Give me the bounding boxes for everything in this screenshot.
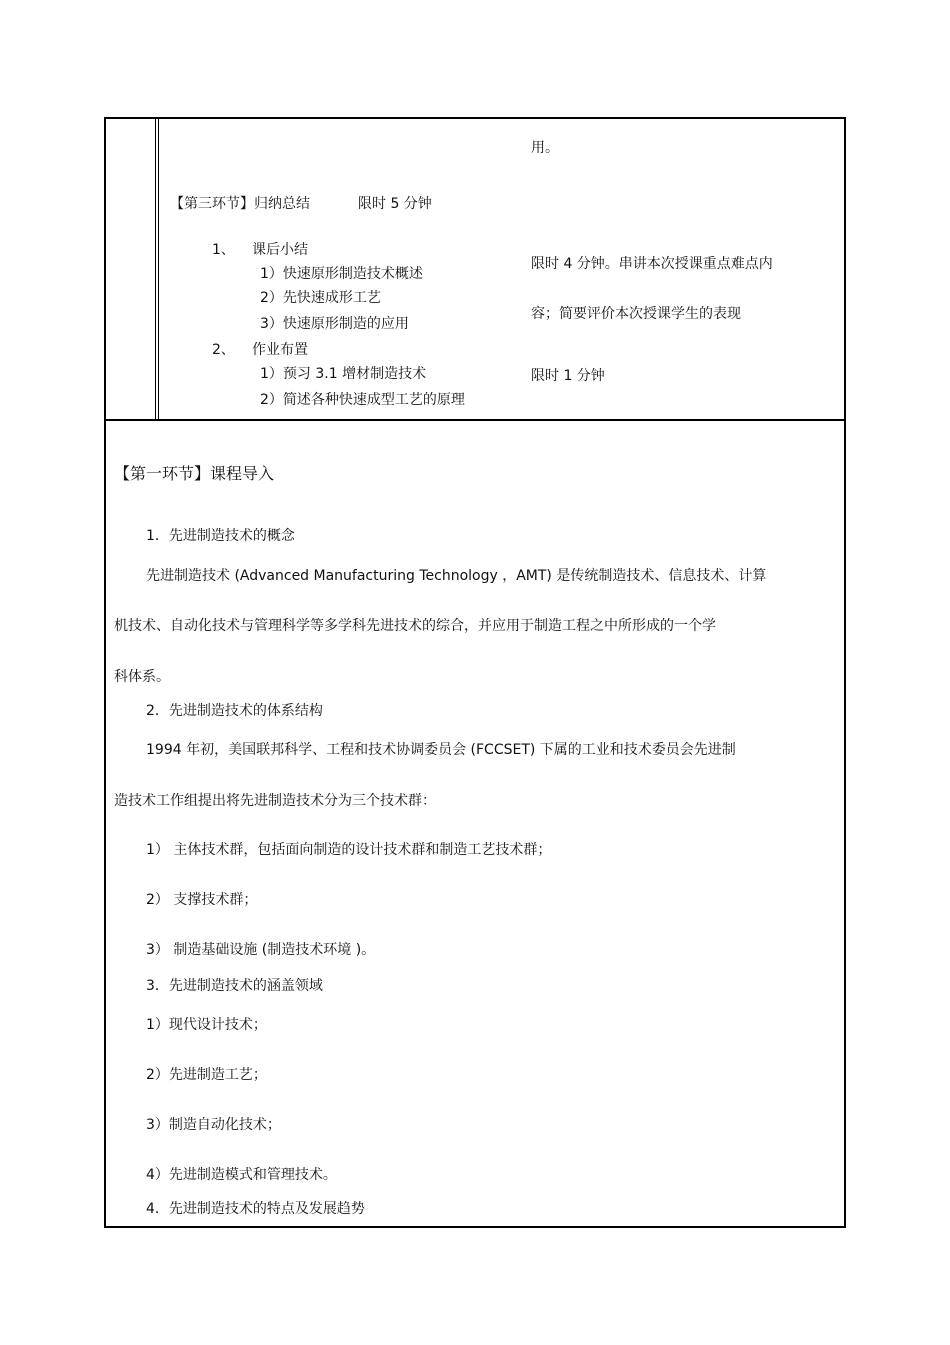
item2-title: 作业布置 xyxy=(252,342,308,358)
table-row-divider xyxy=(104,419,846,421)
para1-line1: 先进制造技术 (Advanced Manufacturing Technology ，AMT) 是传统制造技术、信息技术、计算 xyxy=(146,568,767,584)
table-border-right xyxy=(844,117,846,1228)
para2-line2: 造技术工作组提出将先进制造技术分为三个技术群： xyxy=(114,793,436,809)
para1-line2: 机技术、自动化技术与管理科学等多学科先进技术的综合，并应用于制造工程之中所形成的一个学 xyxy=(114,618,716,634)
section3-title: 3．先进制造技术的涵盖领域 xyxy=(146,978,323,994)
para1-line3: 科体系。 xyxy=(114,669,170,685)
note1-line2: 容；简要评价本次授课学生的表现 xyxy=(531,306,741,322)
table-border-top xyxy=(104,117,846,119)
table-column-divider xyxy=(155,117,156,420)
section3-time: 限时 5 分钟 xyxy=(358,196,432,212)
note1-line1: 限时 4 分钟。串讲本次授课重点难点内 xyxy=(531,256,773,272)
tech-group-1: 1） 主体技术群，包括面向制造的设计技术群和制造工艺技术群； xyxy=(146,842,552,858)
item1-sub-2: 2）先快速成形工艺 xyxy=(260,290,381,306)
item1-number: 1、 xyxy=(212,242,235,258)
field-2: 2）先进制造工艺； xyxy=(146,1067,267,1083)
table-border-left xyxy=(104,117,106,1228)
section1-title: 1．先进制造技术的概念 xyxy=(146,528,295,544)
para2-line1: 1994 年初，美国联邦科学、工程和技术协调委员会 (FCCSET) 下属的工业和技术委员会先进制 xyxy=(146,742,736,758)
item1-sub-1: 1）快速原形制造技术概述 xyxy=(260,266,423,282)
field-4: 4）先进制造模式和管理技术。 xyxy=(146,1167,337,1183)
table-column-divider-inner xyxy=(158,117,159,420)
tech-group-2: 2） 支撑技术群； xyxy=(146,892,258,908)
note2: 限时 1 分钟 xyxy=(531,368,605,384)
item2-sub-1: 1）预习 3.1 增材制造技术 xyxy=(260,366,427,382)
section3-heading: 【第三环节】归纳总结 xyxy=(170,196,310,212)
item2-number: 2、 xyxy=(212,342,235,358)
right-top-text: 用。 xyxy=(531,140,559,156)
field-3: 3）制造自动化技术； xyxy=(146,1117,281,1133)
item1-title: 课后小结 xyxy=(252,242,308,258)
field-1: 1）现代设计技术； xyxy=(146,1017,267,1033)
item2-sub-2: 2）简述各种快速成型工艺的原理 xyxy=(260,392,465,408)
table-border-bottom xyxy=(104,1226,846,1228)
content-heading: 【第一环节】课程导入 xyxy=(114,464,275,483)
item1-sub-3: 3）快速原形制造的应用 xyxy=(260,316,409,332)
section4-title: 4．先进制造技术的特点及发展趋势 xyxy=(146,1201,365,1217)
section2-title: 2．先进制造技术的体系结构 xyxy=(146,703,323,719)
tech-group-3: 3） 制造基础设施 (制造技术环境 )。 xyxy=(146,942,376,958)
